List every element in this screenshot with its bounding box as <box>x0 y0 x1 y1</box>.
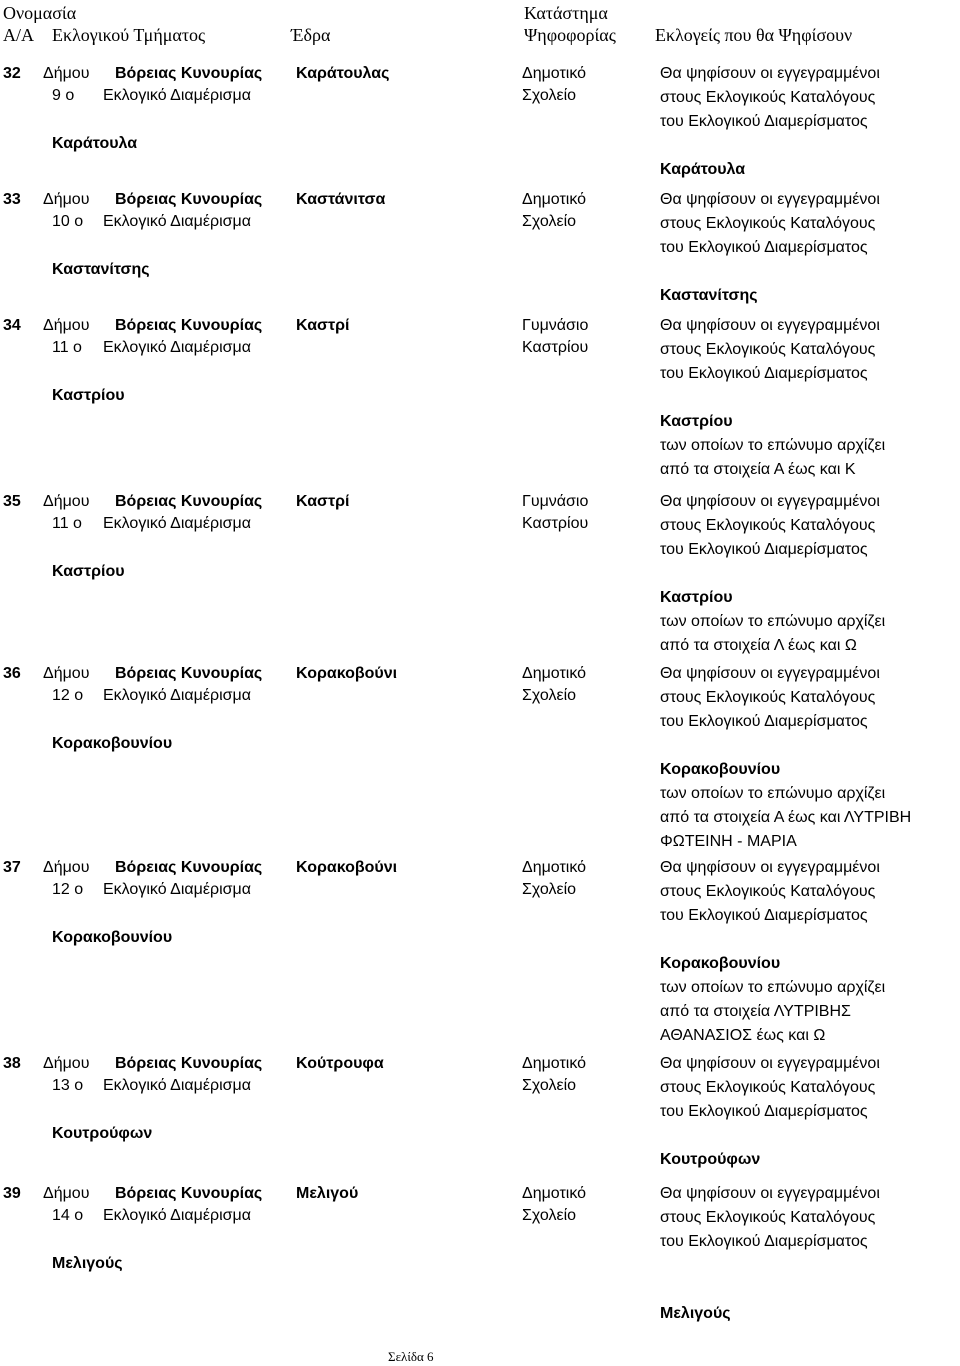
header-col-store-line1: Κατάστημα <box>524 3 608 23</box>
entry-voters-line: στους Εκλογικούς Καταλόγους <box>660 215 876 232</box>
entry-municipality-prefix: Δήμου <box>43 317 90 334</box>
entry-voters-line: Θα ψηφίσουν οι εγγεγραμμένοι <box>660 665 880 682</box>
entry-municipality-prefix: Δήμου <box>43 65 90 82</box>
entry-voters-line: στους Εκλογικούς Καταλόγους <box>660 1079 876 1096</box>
entry-partition: Εκλογικό Διαμέρισμα <box>103 87 251 104</box>
entry-voters-line: Θα ψηφίσουν οι εγγεγραμμένοι <box>660 493 880 510</box>
entry-number: 37 <box>3 859 21 876</box>
entry-store-line1: Δημοτικό <box>522 1185 587 1202</box>
entry-voters-line: του Εκλογικού Διαμερίσματος <box>660 239 868 256</box>
entry-seat: Κορακοβούνι <box>296 859 398 876</box>
entry-voters-line: Μελιγούς <box>660 1305 731 1322</box>
header-col-seat: Έδρα <box>291 25 331 45</box>
header-col-voters: Εκλογείς που θα Ψηφίσουν <box>655 25 853 45</box>
entry-store-line1: Δημοτικό <box>522 1055 587 1072</box>
entry-number: 34 <box>3 317 21 334</box>
entry-voters-line: Καστανίτσης <box>660 287 758 304</box>
entry-partition-name: Καστρίου <box>52 387 125 404</box>
entry-partition: Εκλογικό Διαμέρισμα <box>103 881 251 898</box>
entry-municipality-prefix: Δήμου <box>43 665 90 682</box>
entry-number: 35 <box>3 493 21 510</box>
entry-number: 38 <box>3 1055 21 1072</box>
entry-store-line1: Δημοτικό <box>522 65 587 82</box>
entry-partition: Εκλογικό Διαμέρισμα <box>103 339 251 356</box>
entry-store-line1: Δημοτικό <box>522 859 587 876</box>
entry-municipality: Βόρειας Κυνουρίας <box>115 1185 263 1202</box>
entry-voters-line: του Εκλογικού Διαμερίσματος <box>660 907 868 924</box>
entry-municipality-prefix: Δήμου <box>43 1055 90 1072</box>
entry-voters-line: του Εκλογικού Διαμερίσματος <box>660 365 868 382</box>
entry-number: 39 <box>3 1185 21 1202</box>
entry-municipality-prefix: Δήμου <box>43 493 90 510</box>
entry-municipality: Βόρειας Κυνουρίας <box>115 317 263 334</box>
table-header <box>0 0 960 50</box>
entry-voters-line: Κορακοβουνίου <box>660 955 781 972</box>
entry-voters-line: Θα ψηφίσουν οι εγγεγραμμένοι <box>660 65 880 82</box>
entry-voters-line: Θα ψηφίσουν οι εγγεγραμμένοι <box>660 317 880 334</box>
entry-voters-line: ΑΘΑΝΑΣΙΟΣ έως και Ω <box>660 1027 826 1044</box>
entry-voters-line: του Εκλογικού Διαμερίσματος <box>660 1103 868 1120</box>
entry-voters-line: ΦΩΤΕΙΝΗ - ΜΑΡΙΑ <box>660 833 797 850</box>
entry-voters-line: από τα στοιχεία Α έως και Κ <box>660 461 856 478</box>
entry-voters-line: των οποίων το επώνυμο αρχίζει <box>660 785 886 802</box>
entry-voters-line: του Εκλογικού Διαμερίσματος <box>660 113 868 130</box>
entry-partition-name: Κουτρούφων <box>52 1125 153 1142</box>
entry-voters-line: των οποίων το επώνυμο αρχίζει <box>660 979 886 996</box>
entry-voters-line: από τα στοιχεία ΛΥΤΡΙΒΗΣ <box>660 1003 851 1020</box>
entry-voters-line: Θα ψηφίσουν οι εγγεγραμμένοι <box>660 1055 880 1072</box>
header-col-name-line1: Ονομασία <box>3 3 77 23</box>
entry-voters-line: στους Εκλογικούς Καταλόγους <box>660 517 876 534</box>
entry-voters-line: του Εκλογικού Διαμερίσματος <box>660 1233 868 1250</box>
header-col-number: Α/Α <box>3 25 34 45</box>
entry-voters-line: Καστρίου <box>660 589 733 606</box>
entry-voters-line: του Εκλογικού Διαμερίσματος <box>660 713 868 730</box>
entry-ordinal: 11 ο <box>52 515 82 532</box>
entry-ordinal: 11 ο <box>52 339 82 356</box>
entry-partition-name: Καστρίου <box>52 563 125 580</box>
entry-voters-line: από τα στοιχεία Α έως και ΛΥΤΡΙΒΗ <box>660 809 912 826</box>
entry-ordinal: 12 ο <box>52 881 84 898</box>
entry-voters-line: Θα ψηφίσουν οι εγγεγραμμένοι <box>660 1185 880 1202</box>
entry-ordinal: 14 ο <box>52 1207 84 1224</box>
entry-store-line1: Δημοτικό <box>522 665 587 682</box>
entry-seat: Μελιγού <box>296 1185 359 1202</box>
entry-ordinal: 9 ο <box>52 87 75 104</box>
entry-municipality-prefix: Δήμου <box>43 859 90 876</box>
entry-number: 36 <box>3 665 21 682</box>
entry-store-line1: Γυμνάσιο <box>522 317 589 334</box>
entry-seat: Κορακοβούνι <box>296 665 398 682</box>
header-col-store-line2: Ψηφοφορίας <box>524 25 616 45</box>
entry-partition: Εκλογικό Διαμέρισμα <box>103 515 251 532</box>
entry-voters-line: στους Εκλογικούς Καταλόγους <box>660 89 876 106</box>
entry-number: 32 <box>3 65 21 82</box>
entry-municipality: Βόρειας Κυνουρίας <box>115 1055 263 1072</box>
entry-store-line2: Καστρίου <box>522 339 589 356</box>
entry-store-line2: Σχολείο <box>522 1077 577 1094</box>
entry-seat: Καστρί <box>296 317 350 334</box>
entry-partition: Εκλογικό Διαμέρισμα <box>103 687 251 704</box>
entry-municipality: Βόρειας Κυνουρίας <box>115 191 263 208</box>
entry-voters-line: Κουτρούφων <box>660 1151 761 1168</box>
entry-voters-line: στους Εκλογικούς Καταλόγους <box>660 689 876 706</box>
entry-voters-line: στους Εκλογικούς Καταλόγους <box>660 341 876 358</box>
entry-voters-line: Καστρίου <box>660 413 733 430</box>
entry-voters-line: Κορακοβουνίου <box>660 761 781 778</box>
entry-store-line2: Σχολείο <box>522 881 577 898</box>
entry-partition: Εκλογικό Διαμέρισμα <box>103 1207 251 1224</box>
entry-voters-line: των οποίων το επώνυμο αρχίζει <box>660 437 886 454</box>
entry-voters-line: των οποίων το επώνυμο αρχίζει <box>660 613 886 630</box>
entry-voters-line: Θα ψηφίσουν οι εγγεγραμμένοι <box>660 859 880 876</box>
header-col-name-line2: Εκλογικού Τμήματος <box>52 25 206 45</box>
entry-store-line2: Σχολείο <box>522 213 577 230</box>
entry-municipality: Βόρειας Κυνουρίας <box>115 493 263 510</box>
page-number: Σελίδα 6 <box>388 1349 434 1364</box>
entry-municipality: Βόρειας Κυνουρίας <box>115 665 263 682</box>
entry-partition-name: Κορακοβουνίου <box>52 929 173 946</box>
entry-voters-line: Καράτουλα <box>660 161 746 178</box>
entry-partition: Εκλογικό Διαμέρισμα <box>103 1077 251 1094</box>
entry-voters-line: από τα στοιχεία Λ έως και Ω <box>660 637 857 654</box>
entry-voters-line: στους Εκλογικούς Καταλόγους <box>660 1209 876 1226</box>
entry-store-line2: Σχολείο <box>522 87 577 104</box>
entry-municipality-prefix: Δήμου <box>43 191 90 208</box>
entry-voters-line: στους Εκλογικούς Καταλόγους <box>660 883 876 900</box>
entry-seat: Κούτρουφα <box>296 1055 384 1072</box>
entry-partition: Εκλογικό Διαμέρισμα <box>103 213 251 230</box>
entry-ordinal: 10 ο <box>52 213 84 230</box>
entry-partition-name: Καράτουλα <box>52 135 138 152</box>
entry-partition-name: Μελιγούς <box>52 1255 123 1272</box>
entry-municipality: Βόρειας Κυνουρίας <box>115 65 263 82</box>
entry-seat: Καστάνιτσα <box>296 191 386 208</box>
entry-number: 33 <box>3 191 21 208</box>
entry-partition-name: Καστανίτσης <box>52 261 150 278</box>
entry-store-line1: Γυμνάσιο <box>522 493 589 510</box>
entry-store-line2: Σχολείο <box>522 1207 577 1224</box>
entry-store-line2: Καστρίου <box>522 515 589 532</box>
entry-store-line1: Δημοτικό <box>522 191 587 208</box>
entry-voters-line: Θα ψηφίσουν οι εγγεγραμμένοι <box>660 191 880 208</box>
entry-voters-line: του Εκλογικού Διαμερίσματος <box>660 541 868 558</box>
entry-seat: Καστρί <box>296 493 350 510</box>
entry-ordinal: 12 ο <box>52 687 84 704</box>
entry-municipality-prefix: Δήμου <box>43 1185 90 1202</box>
entry-seat: Καράτουλας <box>296 65 390 82</box>
entry-partition-name: Κορακοβουνίου <box>52 735 173 752</box>
entry-municipality: Βόρειας Κυνουρίας <box>115 859 263 876</box>
entry-store-line2: Σχολείο <box>522 687 577 704</box>
entry-ordinal: 13 ο <box>52 1077 84 1094</box>
